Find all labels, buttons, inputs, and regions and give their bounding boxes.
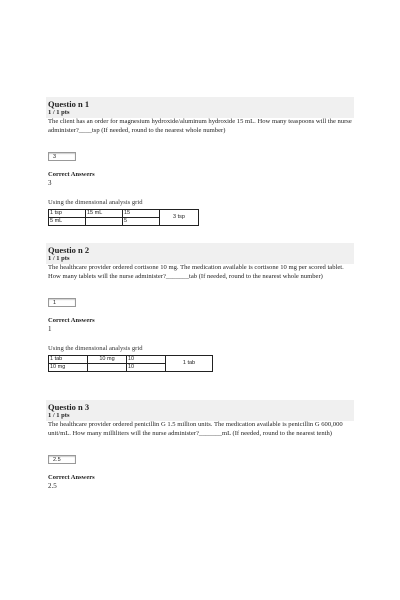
grid-cell: 10 [127,356,166,364]
question-text: The healthcare provider ordered cortisone 10 mg. The medication available is cortisone 10 mg per scored tablet. How many tablets will the nurse administer?_______tab (If needed, round to the nearest whole number) [48,264,344,280]
correct-answer-value: 1 [48,325,52,334]
question-text: The client has an order for magnesium hydroxide/aluminum hydroxide 15 mL. How many teaspoons will the nurse administer?____tsp (If needed, round to the nearest whole number) [48,118,352,134]
correct-answers-label: Correct Answers [48,474,95,482]
answer-field[interactable]: 1 [48,298,76,307]
question-title: Questio n 1 [48,99,90,109]
question-text: The healthcare provider ordered penicillin G 1.5 million units. The medication available is penicillin G 600,000 unit/mL. How many milliliters will the nurse administer?_______mL (If needed, round to the nearest tenth) [48,421,343,437]
grid-caption: Using the dimensional analysis grid [48,199,143,207]
grid-result: 3 tsp [160,210,199,226]
answer-field[interactable]: 3 [48,152,76,161]
grid-cell: 15 mL [86,210,123,218]
correct-answer-value: 2.5 [48,482,57,491]
grid-cell: 10 [127,364,166,372]
grid-cell: 5 mL [49,218,86,226]
grid-cell [86,218,123,226]
grid-cell: 15 [123,210,160,218]
question-3-header [46,400,354,421]
grid-row [49,356,213,364]
grid-cell: 5 [123,218,160,226]
question-title: Questio n 2 [48,245,90,255]
dimensional-analysis-grid [48,355,213,372]
correct-answers-label: Correct Answers [48,317,95,325]
grid-result: 1 tab [166,356,213,372]
grid-cell: 10 mg [88,356,127,364]
grid-cell: 1 tab [49,356,88,364]
grid-caption: Using the dimensional analysis grid [48,345,143,353]
question-3 [46,400,354,491]
dimensional-analysis-grid [48,209,199,226]
answer-field[interactable]: 2.5 [48,455,76,464]
question-points: 1 / 1 pts [48,412,70,419]
question-2 [46,243,354,372]
question-points: 1 / 1 pts [48,255,70,262]
grid-cell: 1 tsp [49,210,86,218]
correct-answers-label: Correct Answers [48,171,95,179]
question-title: Questio n 3 [48,402,90,412]
question-1 [46,97,354,226]
grid-cell [88,364,127,372]
grid-cell: 10 mg [49,364,88,372]
question-points: 1 / 1 pts [48,109,70,116]
grid-row [49,210,199,218]
correct-answer-value: 3 [48,179,52,188]
question-1-header [46,97,354,118]
question-2-header [46,243,354,264]
